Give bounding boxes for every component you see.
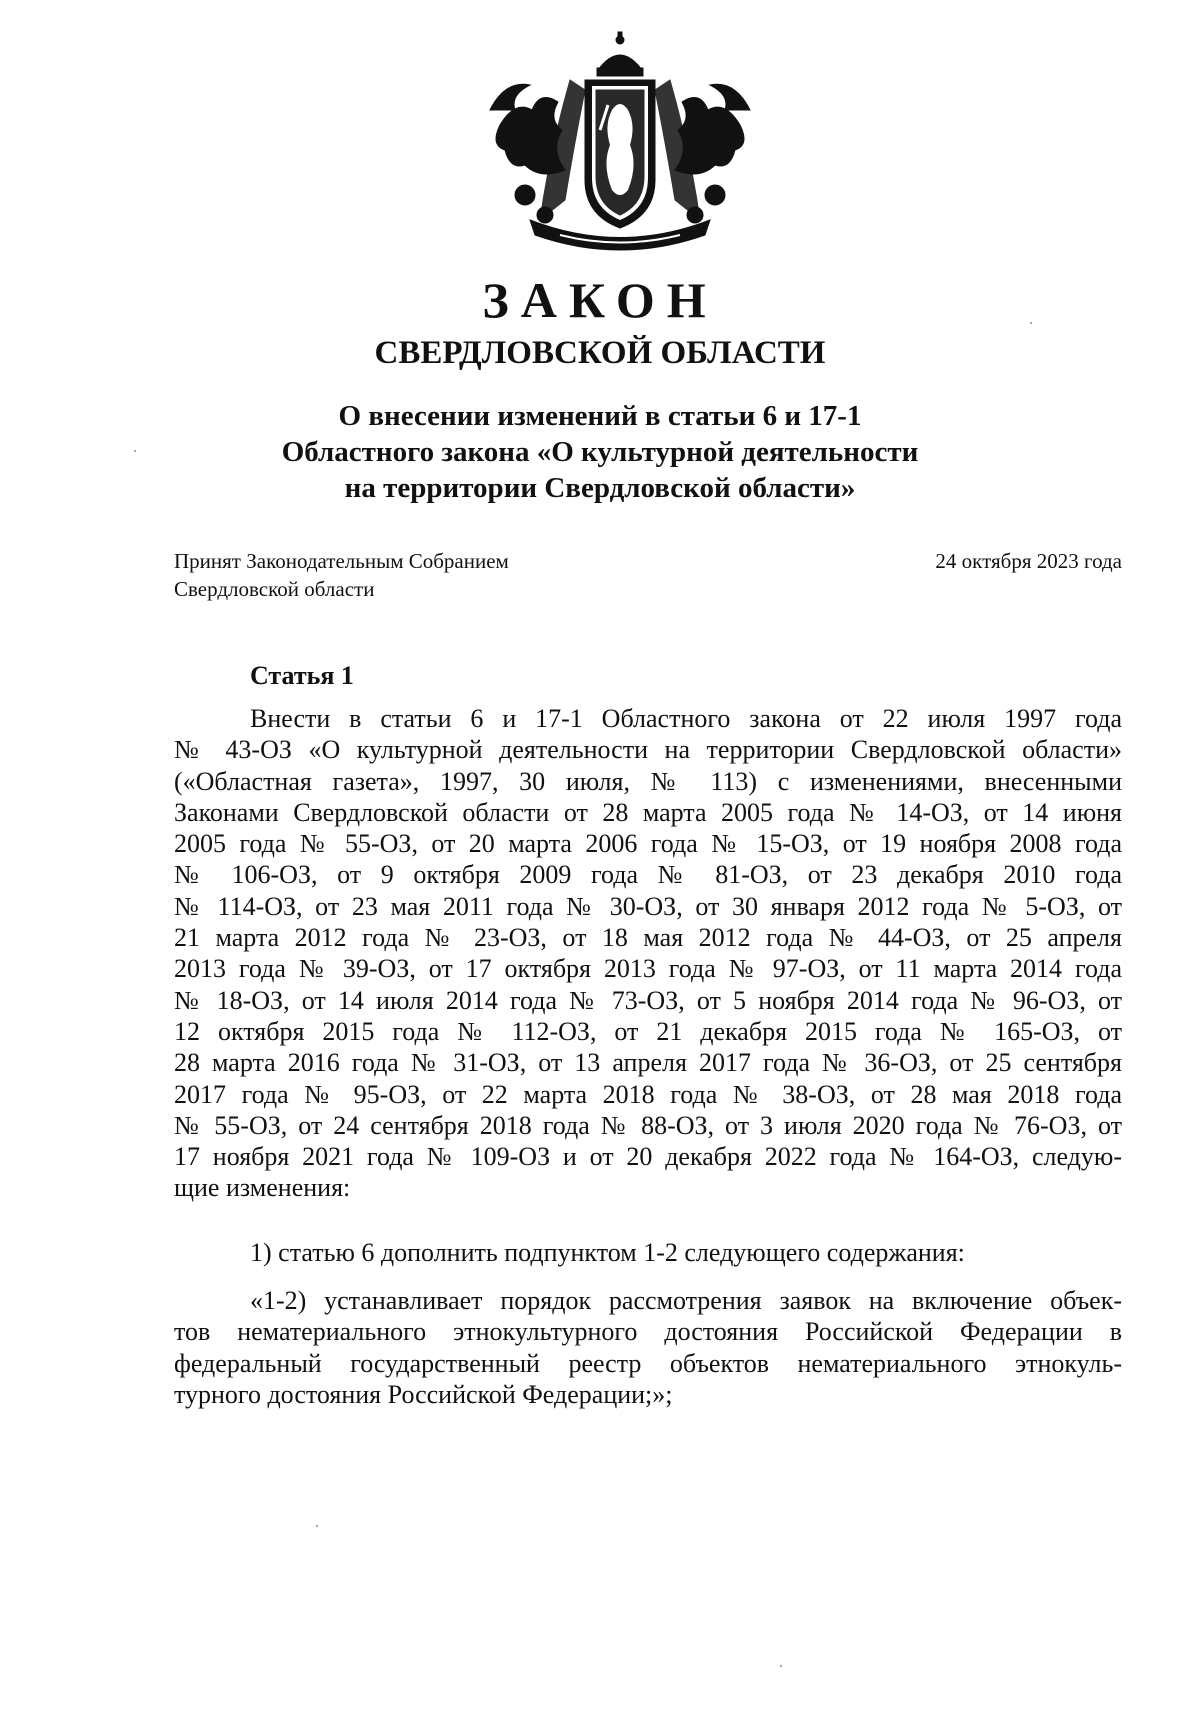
paragraph-line: № 114-ОЗ, от 23 мая 2011 года № 30-ОЗ, от 30 января 2012 года № 5-ОЗ, от [174,891,1122,921]
paragraph-line: щие изменения: [174,1173,351,1203]
law-title-line: Областного закона «О культурной деятельности [281,436,919,468]
scan-artifact [1030,322,1032,324]
scan-artifact [134,450,136,452]
scan-artifact [316,1525,318,1527]
paragraph-line: («Областная газета», 1997, 30 июля, № 113) с изменениями, внесенными [174,766,1122,796]
scan-artifact [780,1665,782,1667]
document-title: ЗАКОН [482,272,718,328]
paragraph-line: 2005 года № 55-ОЗ, от 20 марта 2006 года № 15-ОЗ, от 19 ноября 2008 года [174,829,1122,859]
paragraph-line: 12 октября 2015 года № 112-ОЗ, от 21 декабря 2015 года № 165-ОЗ, от [174,1016,1122,1046]
document-subtitle: СВЕРДЛОВСКОЙ ОБЛАСТИ [374,335,826,371]
adoption-note [174,547,509,603]
paragraph-line: № 55-ОЗ, от 24 сентября 2018 года № 88-ОЗ, от 3 июля 2020 года № 76-ОЗ, от [174,1110,1122,1140]
quote-line: тов нематериального этнокультурного достояния Российской Федерации в [174,1317,1122,1347]
article-quote [174,1285,1122,1410]
adoption-line: Свердловской области [174,577,375,601]
paragraph-line: 21 марта 2012 года № 23-ОЗ, от 18 мая 2012 года № 44-ОЗ, от 25 апреля [174,923,1122,953]
adoption-line: Принят Законодательным Собранием [174,549,509,573]
paragraph-line: Законами Свердловской области от 28 марта 2005 года № 14-ОЗ, от 14 июня [174,797,1122,827]
article-item [174,1237,1122,1268]
law-title-line: О внесении изменений в статьи 6 и 17-1 [338,400,862,432]
quote-line: «1-2) устанавливает порядок рассмотрения заявок на включение объек- [250,1286,1122,1315]
paragraph-line: 2017 года № 95-ОЗ, от 22 марта 2018 года № 38-ОЗ, от 28 мая 2018 года [174,1079,1122,1109]
item-line: 1) статью 6 дополнить подпунктом 1-2 следующего содержания: [250,1238,965,1267]
article-paragraph [174,703,1122,1204]
paragraph-line: № 106-ОЗ, от 9 октября 2009 года № 81-ОЗ, от 23 декабря 2010 года [174,860,1122,890]
paragraph-line: № 18-ОЗ, от 14 июля 2014 года № 73-ОЗ, от 5 ноября 2014 года № 96-ОЗ, от [174,985,1122,1015]
adoption-date: 24 октября 2023 года [935,549,1122,573]
law-title-line: на территории Свердловской области» [344,472,856,504]
coat-of-arms-emblem [470,30,770,260]
paragraph-line: 17 ноября 2021 года № 109-ОЗ и от 20 декабря 2022 года № 164-ОЗ, следую- [174,1142,1122,1172]
paragraph-line: Внести в статьи 6 и 17-1 Областного закона от 22 июля 1997 года [250,704,1122,733]
quote-line: турного достояния Российской Федерации;»; [174,1379,673,1409]
law-title [0,398,1200,506]
paragraph-line: № 43-ОЗ «О культурной деятельности на территории Свердловской области» [174,735,1122,765]
article-heading: Статья 1 [250,661,354,690]
paragraph-line: 2013 года № 39-ОЗ, от 17 октября 2013 года № 97-ОЗ, от 11 марта 2014 года [174,954,1122,984]
paragraph-line: 28 марта 2016 года № 31-ОЗ, от 13 апреля 2017 года № 36-ОЗ, от 25 сентября [174,1048,1122,1078]
quote-line: федеральный государственный реестр объектов нематериального этнокуль- [174,1348,1122,1378]
